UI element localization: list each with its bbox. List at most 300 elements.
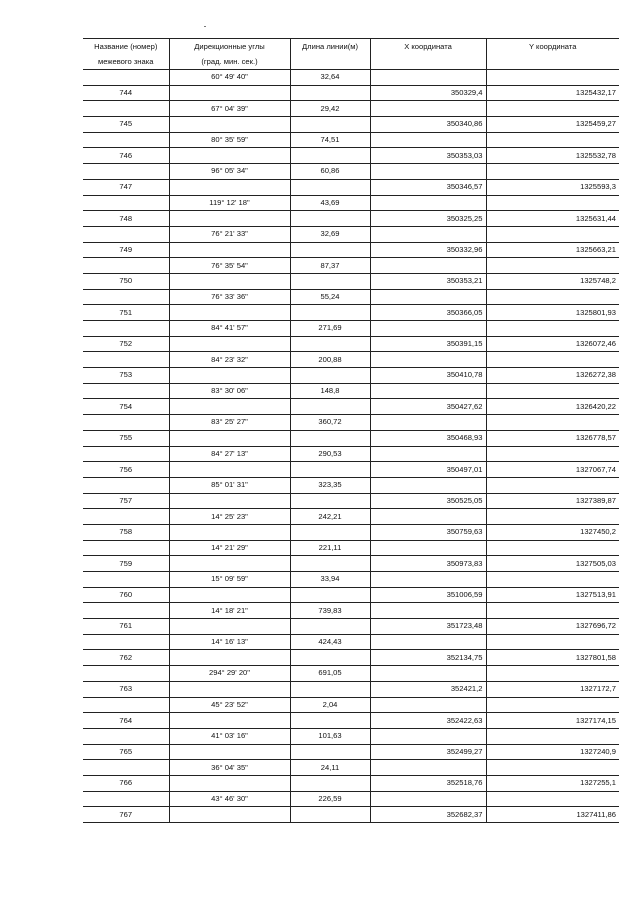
length-cell	[290, 273, 370, 289]
segment-row	[83, 728, 619, 744]
point-row	[83, 85, 619, 101]
y-cell: 1327255,1	[486, 775, 619, 791]
y-cell: 1325801,93	[486, 305, 619, 321]
angle-cell	[169, 273, 290, 289]
length-cell: 290,53	[290, 446, 370, 462]
y-cell: 1327801,58	[486, 650, 619, 666]
x-cell: 352421,2	[370, 681, 486, 697]
point-row	[83, 273, 619, 289]
y-cell	[486, 101, 619, 117]
x-cell	[370, 289, 486, 305]
length-cell: 24,11	[290, 760, 370, 776]
name-cell: 756	[83, 462, 169, 478]
length-cell: 43,69	[290, 195, 370, 211]
x-cell: 352682,37	[370, 807, 486, 823]
name-cell	[83, 352, 169, 368]
y-cell	[486, 697, 619, 713]
length-cell	[290, 587, 370, 603]
length-cell	[290, 148, 370, 164]
length-cell: 74,51	[290, 132, 370, 148]
point-row	[83, 744, 619, 760]
length-cell: 739,83	[290, 603, 370, 619]
y-cell	[486, 321, 619, 337]
x-cell: 350391,15	[370, 336, 486, 352]
angle-cell	[169, 650, 290, 666]
x-cell: 351006,59	[370, 587, 486, 603]
angle-cell	[169, 368, 290, 384]
point-row	[83, 556, 619, 572]
table-header-row	[83, 39, 619, 55]
point-row	[83, 305, 619, 321]
name-cell	[83, 70, 169, 86]
name-cell: 762	[83, 650, 169, 666]
angle-cell: 119° 12' 18"	[169, 195, 290, 211]
angle-cell: 43° 46' 30"	[169, 791, 290, 807]
point-row	[83, 775, 619, 791]
length-cell: 33,94	[290, 572, 370, 588]
y-cell	[486, 791, 619, 807]
x-cell: 350366,05	[370, 305, 486, 321]
point-row	[83, 211, 619, 227]
length-cell	[290, 807, 370, 823]
angle-cell	[169, 462, 290, 478]
header-x: X координата	[370, 39, 486, 55]
name-cell: 755	[83, 430, 169, 446]
angle-cell	[169, 524, 290, 540]
name-cell	[83, 101, 169, 117]
name-cell: 748	[83, 211, 169, 227]
length-cell	[290, 85, 370, 101]
y-cell	[486, 509, 619, 525]
point-row	[83, 587, 619, 603]
point-row	[83, 430, 619, 446]
angle-cell	[169, 336, 290, 352]
length-cell	[290, 524, 370, 540]
x-cell	[370, 258, 486, 274]
name-cell	[83, 572, 169, 588]
x-cell	[370, 603, 486, 619]
length-cell	[290, 242, 370, 258]
angle-cell	[169, 744, 290, 760]
segment-row	[83, 383, 619, 399]
angle-cell	[169, 211, 290, 227]
point-row	[83, 179, 619, 195]
angle-cell: 96° 05' 34"	[169, 164, 290, 180]
length-cell: 271,69	[290, 321, 370, 337]
angle-cell: 84° 41' 57"	[169, 321, 290, 337]
segment-row	[83, 540, 619, 556]
angle-cell	[169, 681, 290, 697]
point-row	[83, 650, 619, 666]
segment-row	[83, 289, 619, 305]
x-cell: 350759,63	[370, 524, 486, 540]
y-cell	[486, 760, 619, 776]
name-cell: 763	[83, 681, 169, 697]
angle-cell: 41° 03' 16"	[169, 728, 290, 744]
name-cell: 746	[83, 148, 169, 164]
length-cell: 226,59	[290, 791, 370, 807]
length-cell: 87,37	[290, 258, 370, 274]
angle-cell	[169, 430, 290, 446]
angle-cell: 85° 01' 31"	[169, 477, 290, 493]
segment-row	[83, 446, 619, 462]
x-cell	[370, 195, 486, 211]
boundary-coordinates-table	[83, 38, 619, 823]
x-cell	[370, 666, 486, 682]
segment-row	[83, 195, 619, 211]
x-cell: 350497,01	[370, 462, 486, 478]
header-name: Название (номер)	[83, 39, 169, 55]
name-cell: 754	[83, 399, 169, 415]
x-cell	[370, 446, 486, 462]
y-cell	[486, 572, 619, 588]
x-cell: 352499,27	[370, 744, 486, 760]
table-body	[83, 70, 619, 823]
x-cell: 350332,96	[370, 242, 486, 258]
x-cell	[370, 321, 486, 337]
x-cell	[370, 791, 486, 807]
name-cell	[83, 509, 169, 525]
segment-row	[83, 70, 619, 86]
y-cell: 1326420,22	[486, 399, 619, 415]
y-cell: 1325459,27	[486, 117, 619, 133]
header-x-cont	[370, 54, 486, 70]
name-cell	[83, 164, 169, 180]
name-cell	[83, 791, 169, 807]
x-cell	[370, 352, 486, 368]
name-cell	[83, 321, 169, 337]
y-cell: 1325532,78	[486, 148, 619, 164]
header-name-2: межевого знака	[83, 54, 169, 70]
point-row	[83, 619, 619, 635]
point-row	[83, 681, 619, 697]
y-cell: 1327240,9	[486, 744, 619, 760]
angle-cell: 14° 18' 21"	[169, 603, 290, 619]
name-cell: 750	[83, 273, 169, 289]
name-cell: 758	[83, 524, 169, 540]
angle-cell: 84° 23' 32"	[169, 352, 290, 368]
angle-cell: 14° 25' 23"	[169, 509, 290, 525]
name-cell	[83, 697, 169, 713]
segment-row	[83, 791, 619, 807]
angle-cell: 294° 29' 20"	[169, 666, 290, 682]
segment-row	[83, 603, 619, 619]
angle-cell	[169, 242, 290, 258]
y-cell: 1327505,03	[486, 556, 619, 572]
x-cell: 350353,03	[370, 148, 486, 164]
angle-cell: 14° 16' 13"	[169, 634, 290, 650]
y-cell: 1327389,87	[486, 493, 619, 509]
angle-cell	[169, 713, 290, 729]
length-cell	[290, 305, 370, 321]
segment-row	[83, 415, 619, 431]
length-cell: 55,24	[290, 289, 370, 305]
angle-cell: 83° 30' 06"	[169, 383, 290, 399]
angle-cell	[169, 399, 290, 415]
header-length-cont	[290, 54, 370, 70]
length-cell	[290, 179, 370, 195]
segment-row	[83, 321, 619, 337]
angle-cell: 76° 35' 54"	[169, 258, 290, 274]
y-cell: 1325663,21	[486, 242, 619, 258]
y-cell: 1327067,74	[486, 462, 619, 478]
y-cell: 1325593,3	[486, 179, 619, 195]
scan-speck	[204, 26, 206, 27]
length-cell: 200,88	[290, 352, 370, 368]
point-row	[83, 493, 619, 509]
x-cell: 350525,05	[370, 493, 486, 509]
x-cell	[370, 383, 486, 399]
angle-cell	[169, 556, 290, 572]
header-angle-2: (град. мин. сек.)	[169, 54, 290, 70]
name-cell	[83, 383, 169, 399]
angle-cell: 80° 35' 59"	[169, 132, 290, 148]
length-cell	[290, 211, 370, 227]
length-cell: 29,42	[290, 101, 370, 117]
segment-row	[83, 509, 619, 525]
y-cell	[486, 226, 619, 242]
segment-row	[83, 697, 619, 713]
angle-cell	[169, 775, 290, 791]
x-cell	[370, 101, 486, 117]
angle-cell	[169, 619, 290, 635]
x-cell	[370, 760, 486, 776]
length-cell	[290, 619, 370, 635]
header-y: Y координата	[486, 39, 619, 55]
x-cell: 350325,25	[370, 211, 486, 227]
header-length: Длина линии(м)	[290, 39, 370, 55]
name-cell: 744	[83, 85, 169, 101]
y-cell: 1327450,2	[486, 524, 619, 540]
header-y-cont	[486, 54, 619, 70]
name-cell	[83, 195, 169, 211]
angle-cell: 76° 33' 36"	[169, 289, 290, 305]
point-row	[83, 807, 619, 823]
length-cell: 2,04	[290, 697, 370, 713]
angle-cell: 36° 04' 35"	[169, 760, 290, 776]
name-cell	[83, 415, 169, 431]
y-cell	[486, 446, 619, 462]
header-angle: Дирекционные углы	[169, 39, 290, 55]
y-cell	[486, 164, 619, 180]
length-cell	[290, 368, 370, 384]
name-cell: 747	[83, 179, 169, 195]
y-cell	[486, 132, 619, 148]
name-cell: 761	[83, 619, 169, 635]
angle-cell: 15° 09' 59"	[169, 572, 290, 588]
x-cell: 350353,21	[370, 273, 486, 289]
x-cell	[370, 509, 486, 525]
name-cell: 759	[83, 556, 169, 572]
length-cell: 32,64	[290, 70, 370, 86]
x-cell: 350468,93	[370, 430, 486, 446]
x-cell	[370, 164, 486, 180]
x-cell	[370, 132, 486, 148]
length-cell: 360,72	[290, 415, 370, 431]
name-cell: 752	[83, 336, 169, 352]
name-cell: 753	[83, 368, 169, 384]
x-cell: 350973,83	[370, 556, 486, 572]
length-cell: 60,86	[290, 164, 370, 180]
x-cell: 350410,78	[370, 368, 486, 384]
length-cell	[290, 399, 370, 415]
angle-cell	[169, 807, 290, 823]
angle-cell	[169, 117, 290, 133]
y-cell: 1326072,46	[486, 336, 619, 352]
x-cell: 351723,48	[370, 619, 486, 635]
x-cell: 350329,4	[370, 85, 486, 101]
name-cell: 766	[83, 775, 169, 791]
point-row	[83, 462, 619, 478]
angle-cell: 45° 23' 52"	[169, 697, 290, 713]
y-cell	[486, 477, 619, 493]
name-cell	[83, 258, 169, 274]
x-cell	[370, 226, 486, 242]
segment-row	[83, 477, 619, 493]
y-cell	[486, 415, 619, 431]
segment-row	[83, 258, 619, 274]
angle-cell	[169, 587, 290, 603]
segment-row	[83, 132, 619, 148]
y-cell: 1325432,17	[486, 85, 619, 101]
name-cell: 751	[83, 305, 169, 321]
name-cell: 757	[83, 493, 169, 509]
y-cell	[486, 634, 619, 650]
point-row	[83, 713, 619, 729]
x-cell: 350340,86	[370, 117, 486, 133]
x-cell: 352422,63	[370, 713, 486, 729]
name-cell: 764	[83, 713, 169, 729]
y-cell	[486, 603, 619, 619]
name-cell	[83, 634, 169, 650]
y-cell	[486, 70, 619, 86]
name-cell: 765	[83, 744, 169, 760]
name-cell: 760	[83, 587, 169, 603]
angle-cell	[169, 179, 290, 195]
name-cell	[83, 666, 169, 682]
y-cell: 1327174,15	[486, 713, 619, 729]
segment-row	[83, 226, 619, 242]
length-cell: 323,35	[290, 477, 370, 493]
segment-row	[83, 164, 619, 180]
y-cell	[486, 540, 619, 556]
x-cell	[370, 572, 486, 588]
x-cell	[370, 70, 486, 86]
angle-cell: 60° 49' 40"	[169, 70, 290, 86]
name-cell	[83, 446, 169, 462]
length-cell	[290, 775, 370, 791]
x-cell	[370, 540, 486, 556]
length-cell	[290, 493, 370, 509]
length-cell	[290, 462, 370, 478]
y-cell: 1327513,91	[486, 587, 619, 603]
table-header-row-2	[83, 54, 619, 70]
length-cell: 691,05	[290, 666, 370, 682]
x-cell	[370, 728, 486, 744]
y-cell: 1325748,2	[486, 273, 619, 289]
point-row	[83, 368, 619, 384]
y-cell: 1327411,86	[486, 807, 619, 823]
y-cell	[486, 383, 619, 399]
angle-cell	[169, 85, 290, 101]
length-cell: 424,43	[290, 634, 370, 650]
y-cell	[486, 352, 619, 368]
length-cell: 32,69	[290, 226, 370, 242]
y-cell	[486, 728, 619, 744]
name-cell	[83, 603, 169, 619]
name-cell: 749	[83, 242, 169, 258]
length-cell	[290, 117, 370, 133]
y-cell	[486, 666, 619, 682]
length-cell: 148,8	[290, 383, 370, 399]
angle-cell: 84° 27' 13"	[169, 446, 290, 462]
name-cell	[83, 477, 169, 493]
y-cell	[486, 258, 619, 274]
point-row	[83, 117, 619, 133]
y-cell: 1327696,72	[486, 619, 619, 635]
length-cell	[290, 430, 370, 446]
name-cell	[83, 728, 169, 744]
x-cell	[370, 697, 486, 713]
angle-cell: 67° 04' 39"	[169, 101, 290, 117]
name-cell	[83, 289, 169, 305]
name-cell	[83, 760, 169, 776]
segment-row	[83, 666, 619, 682]
y-cell	[486, 195, 619, 211]
x-cell: 352134,75	[370, 650, 486, 666]
angle-cell: 83° 25' 27"	[169, 415, 290, 431]
angle-cell	[169, 493, 290, 509]
length-cell	[290, 336, 370, 352]
x-cell	[370, 477, 486, 493]
y-cell: 1326272,38	[486, 368, 619, 384]
x-cell: 350346,57	[370, 179, 486, 195]
y-cell: 1325631,44	[486, 211, 619, 227]
length-cell	[290, 650, 370, 666]
point-row	[83, 148, 619, 164]
name-cell	[83, 132, 169, 148]
segment-row	[83, 572, 619, 588]
segment-row	[83, 634, 619, 650]
point-row	[83, 336, 619, 352]
point-row	[83, 524, 619, 540]
y-cell: 1327172,7	[486, 681, 619, 697]
point-row	[83, 242, 619, 258]
x-cell	[370, 415, 486, 431]
length-cell: 242,21	[290, 509, 370, 525]
x-cell: 352518,76	[370, 775, 486, 791]
length-cell: 221,11	[290, 540, 370, 556]
length-cell	[290, 744, 370, 760]
length-cell	[290, 556, 370, 572]
length-cell: 101,63	[290, 728, 370, 744]
name-cell: 767	[83, 807, 169, 823]
length-cell	[290, 681, 370, 697]
x-cell: 350427,62	[370, 399, 486, 415]
segment-row	[83, 101, 619, 117]
name-cell	[83, 540, 169, 556]
x-cell	[370, 634, 486, 650]
angle-cell: 76° 21' 33"	[169, 226, 290, 242]
y-cell: 1326778,57	[486, 430, 619, 446]
angle-cell: 14° 21' 29"	[169, 540, 290, 556]
y-cell	[486, 289, 619, 305]
angle-cell	[169, 305, 290, 321]
length-cell	[290, 713, 370, 729]
segment-row	[83, 352, 619, 368]
name-cell: 745	[83, 117, 169, 133]
point-row	[83, 399, 619, 415]
